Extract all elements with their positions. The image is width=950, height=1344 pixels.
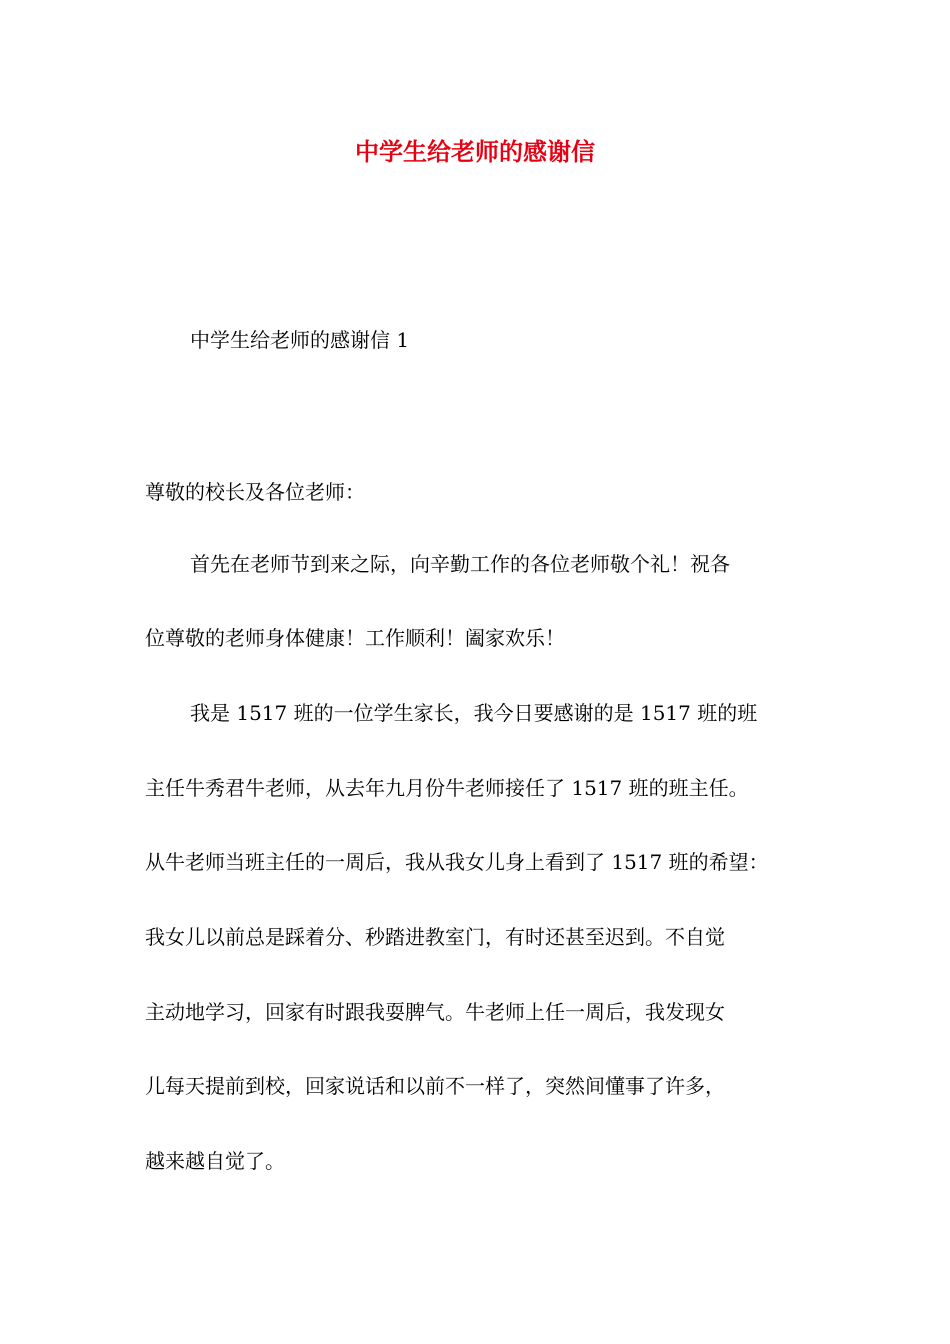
paragraph-line: 越来越自觉了。 — [145, 1149, 285, 1173]
paragraph-line: 首先在老师节到来之际，向辛勤工作的各位老师敬个礼！祝各 — [190, 552, 730, 576]
letter-salutation: 尊敬的校长及各位老师： — [145, 480, 365, 504]
paragraph-line: 主动地学习，回家有时跟我耍脾气。牛老师上任一周后，我发现女 — [145, 1000, 725, 1024]
paragraph-line: 儿每天提前到校，回家说话和以前不一样了，突然间懂事了许多， — [145, 1074, 725, 1098]
paragraph-line: 我女儿以前总是踩着分、秒踏进教室门，有时还甚至迟到。不自觉 — [145, 925, 725, 949]
paragraph-line: 主任牛秀君牛老师，从去年九月份牛老师接任了 1517 班的班主任。 — [145, 776, 749, 800]
paragraph-line: 我是 1517 班的一位学生家长，我今日要感谢的是 1517 班的班 — [190, 701, 758, 725]
letter-subtitle: 中学生给老师的感谢信 1 — [190, 328, 410, 352]
paragraph-line: 从牛老师当班主任的一周后，我从我女儿身上看到了 1517 班的希望： — [145, 850, 769, 874]
paragraph-line: 位尊敬的老师身体健康！工作顺利！阖家欢乐！ — [145, 626, 565, 650]
document-title: 中学生给老师的感谢信 — [355, 137, 595, 166]
